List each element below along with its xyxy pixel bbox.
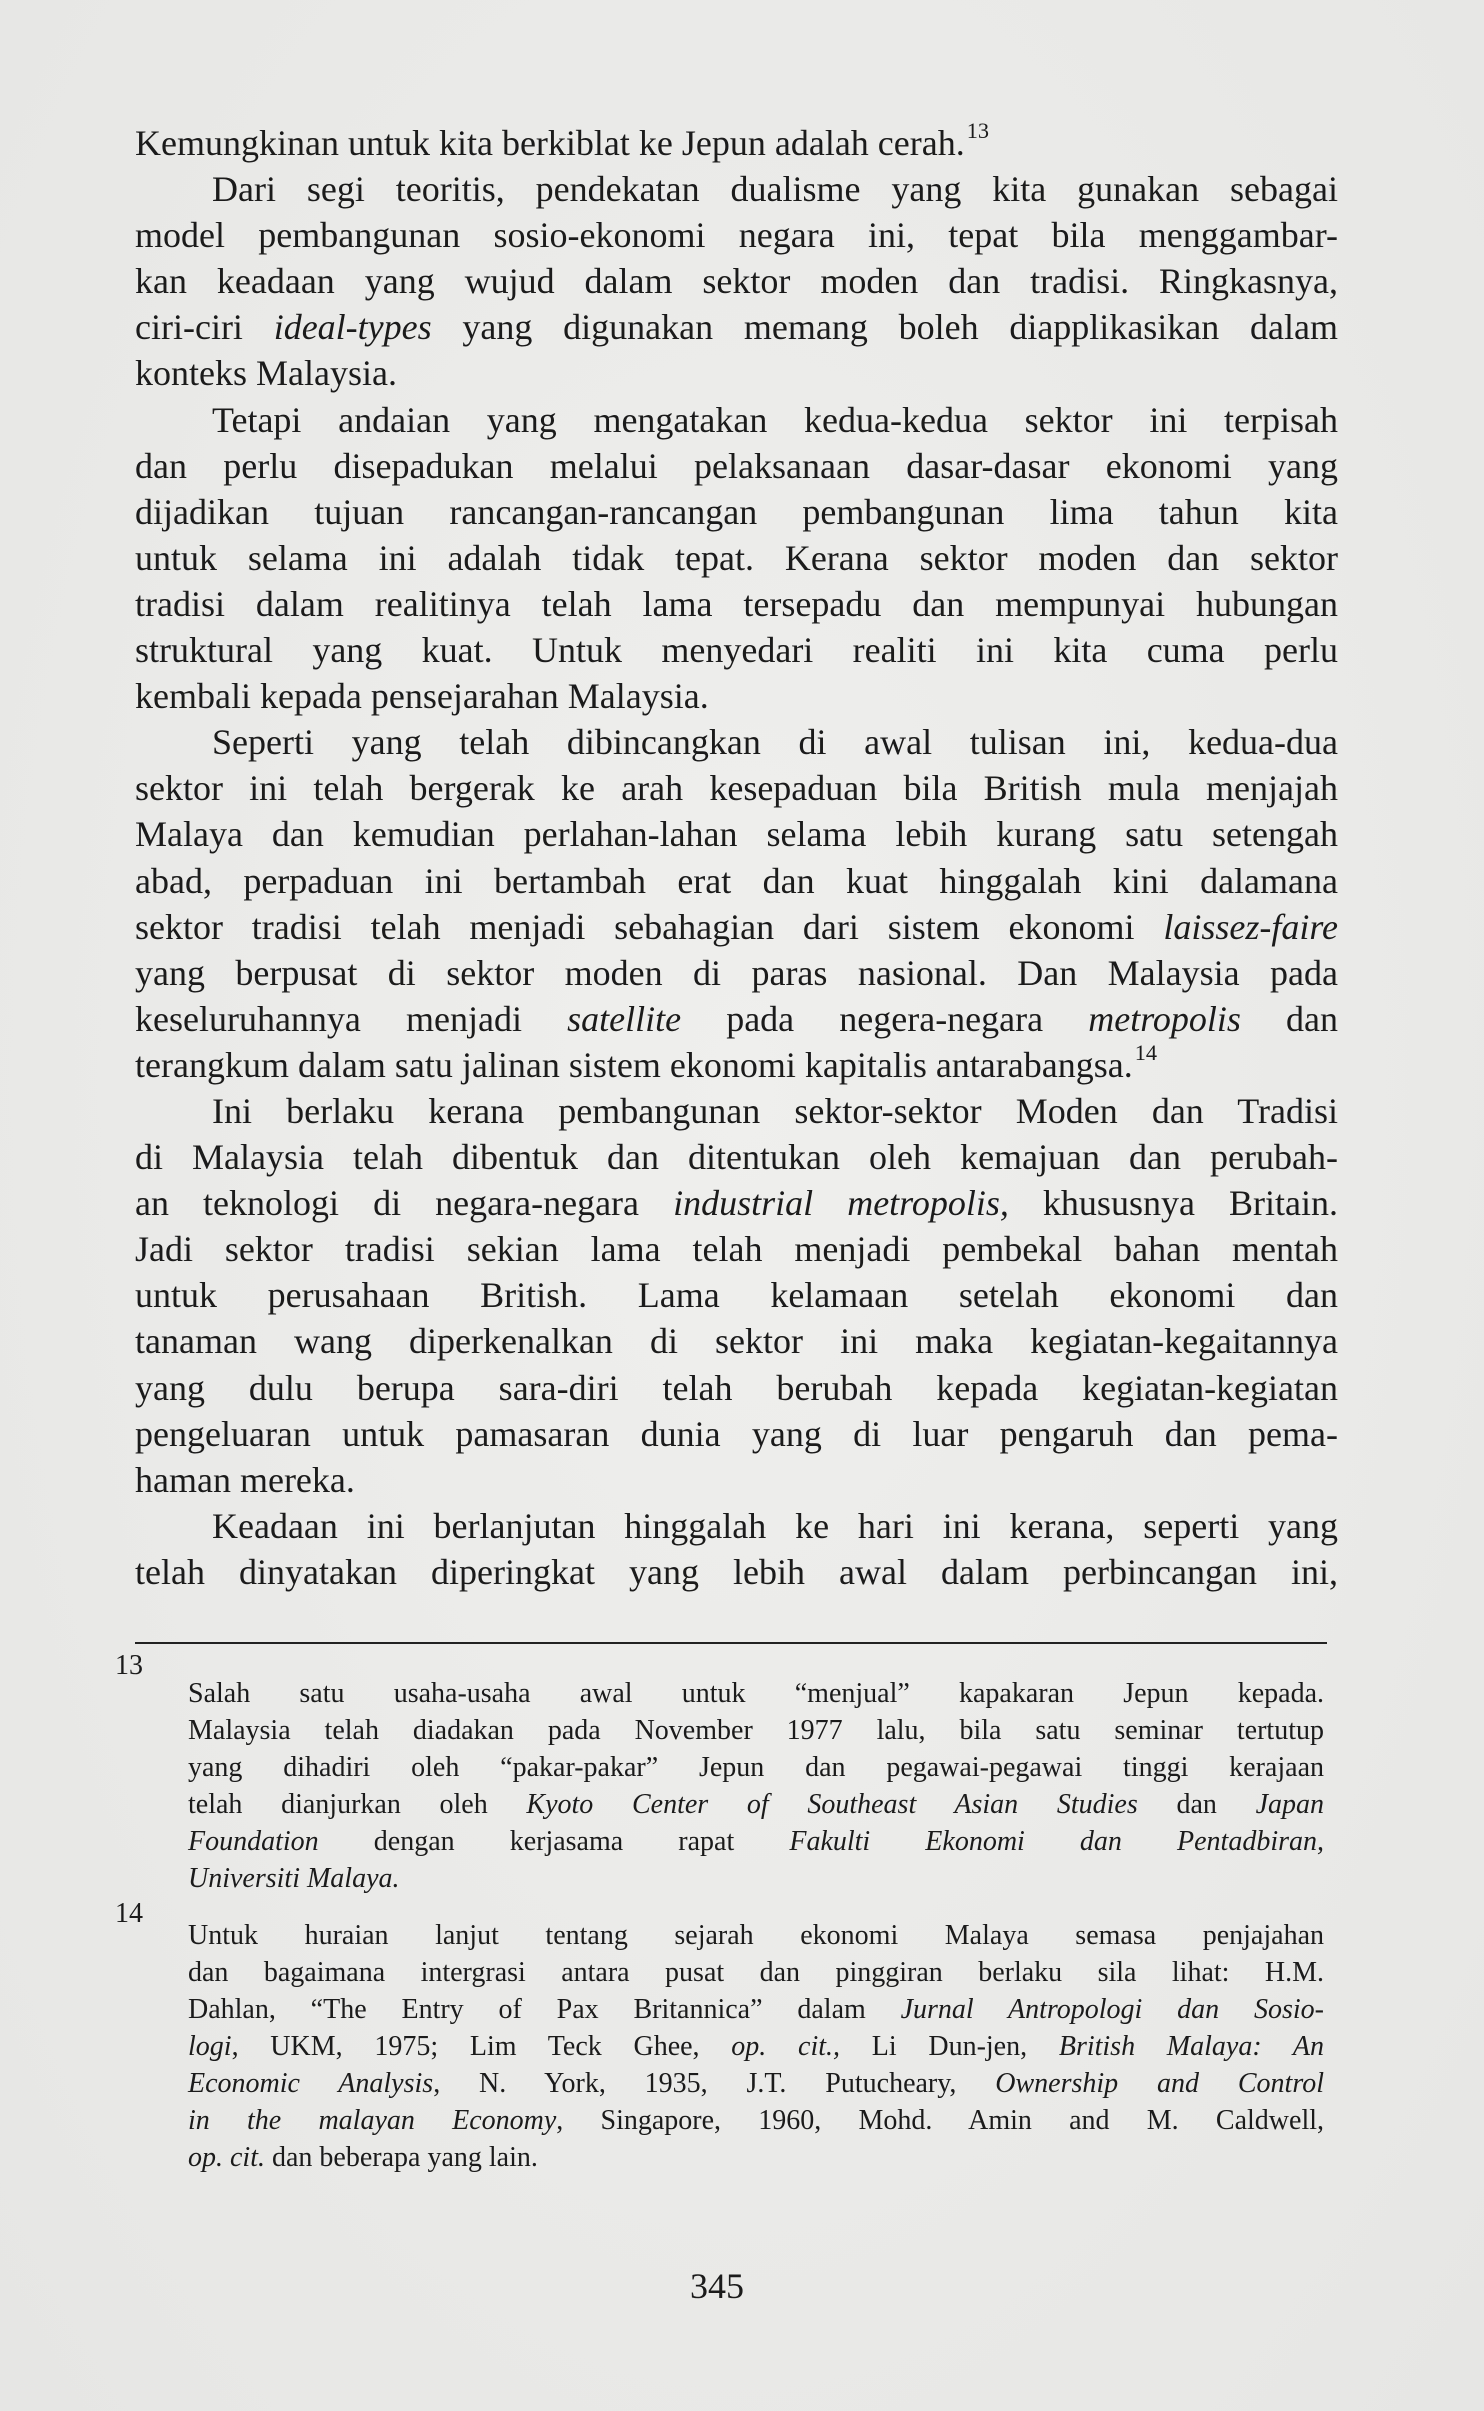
italic-text: Foundation: [188, 1826, 319, 1857]
text-line: Foundation dengan kerjasama rapat Fakulti Ekonomi dan Pentadbiran,: [188, 1826, 1324, 1857]
text-line: an teknologi di negara-negara industrial metropolis, khususnya Britain.: [135, 1183, 1338, 1224]
italic-text: Economic Analysis: [188, 2068, 434, 2099]
text-line: Economic Analysis, N. York, 1935, J.T. Putucheary, Ownership and Control: [188, 2068, 1324, 2099]
text-line: kembali kepada pensejarahan Malaysia.: [135, 676, 709, 717]
text-line: yang dihadiri oleh “pakar-pakar” Jepun dan pegawai-pegawai tinggi kerajaan: [188, 1752, 1324, 1783]
text-line: model pembangunan sosio-ekonomi negara ini, tepat bila menggambar-: [135, 215, 1338, 256]
text-line: haman mereka.: [135, 1459, 355, 1500]
italic-text: Kyoto Center of Southeast Asian Studies: [526, 1789, 1138, 1820]
italic-text: in the malayan Economy: [188, 2105, 557, 2136]
text-line: Kemungkinan untuk kita berkiblat ke Jepun adalah cerah.$^{13}$: [135, 118, 990, 163]
text-line: Ini berlaku kerana pembangunan sektor-sektor Moden dan Tradisi: [212, 1090, 1338, 1131]
text-line: untuk selama ini adalah tidak tepat. Kerana sektor moden dan sektor: [135, 537, 1338, 578]
italic-text: metropolis: [1088, 998, 1241, 1039]
text-line: yang dulu berupa sara-diri telah berubah kepada kegiatan-kegiatan: [135, 1367, 1338, 1408]
text-line: op. cit. dan beberapa yang lain.: [188, 2142, 538, 2173]
text-line: telah dinyatakan diperingkat yang lebih awal dalam perbincangan ini,: [135, 1551, 1338, 1592]
text-line: telah dianjurkan oleh Kyoto Center of Southeast Asian Studies dan Japan: [188, 1789, 1324, 1820]
text-line: logi, UKM, 1975; Lim Teck Ghee, op. cit., Li Dun-jen, British Malaya: An: [188, 2031, 1324, 2062]
text-line: dan bagaimana intergrasi antara pusat dan pinggiran berlaku sila lihat: H.M.: [188, 1957, 1324, 1988]
italic-text: industrial metropolis,: [673, 1183, 1009, 1224]
text-line: dijadikan tujuan rancangan-rancangan pembangunan lima tahun kita: [135, 491, 1338, 532]
text-line: yang berpusat di sektor moden di paras nasional. Dan Malaysia pada: [135, 952, 1338, 993]
text-line: ciri-ciri ideal-types yang digunakan memang boleh diapplikasikan dalam: [135, 307, 1339, 348]
text-line: sektor ini telah bergerak ke arah kesepaduan bila British mula menjajah: [135, 768, 1338, 809]
text-line: keseluruhannya menjadi satellite pada negera-negara metropolis dan: [135, 998, 1338, 1039]
text-line: pengeluaran untuk pamasaran dunia yang di luar pengaruh dan pema-: [135, 1413, 1338, 1454]
footnote-divider: [135, 1642, 1327, 1644]
text-line: Tetapi andaian yang mengatakan kedua-kedua sektor ini terpisah: [212, 399, 1338, 440]
footnote-number: 14: [115, 1898, 143, 1929]
text-line: kan keadaan yang wujud dalam sektor moden dan tradisi. Ringkasnya,: [135, 261, 1338, 302]
text-line: Keadaan ini berlanjutan hinggalah ke hari ini kerana, seperti yang: [212, 1505, 1338, 1546]
italic-text: Universiti Malaya.: [188, 1863, 400, 1894]
italic-text: Japan: [1255, 1789, 1324, 1820]
text-line: tradisi dalam realitinya telah lama tersepadu dan mempunyai hubungan: [135, 583, 1338, 624]
text-line: di Malaysia telah dibentuk dan ditentukan oleh kemajuan dan perubah-: [135, 1137, 1338, 1178]
footnote-reference[interactable]: 13: [966, 118, 990, 144]
text-line: Dari segi teoritis, pendekatan dualisme yang kita gunakan sebagai: [212, 169, 1338, 210]
italic-text: op. cit.: [188, 2142, 265, 2173]
text-line: Seperti yang telah dibincangkan di awal tulisan ini, kedua-dua: [212, 722, 1338, 763]
italic-text: satellite: [567, 998, 682, 1039]
text-line: Malaya dan kemudian perlahan-lahan selama lebih kurang satu setengah: [135, 814, 1338, 855]
italic-text: Jurnal Antropologi dan Sosio-: [900, 1994, 1324, 2025]
text-line: konteks Malaysia.: [135, 353, 397, 394]
italic-text: British Malaya: An: [1058, 2031, 1324, 2062]
text-line: tanaman wang diperkenalkan di sektor ini maka kegiatan-kegaitannya: [135, 1321, 1338, 1362]
text-line: Untuk huraian lanjut tentang sejarah ekonomi Malaya semasa penjajahan: [188, 1920, 1324, 1951]
footnote-reference[interactable]: 14: [1134, 1040, 1158, 1066]
text-line: Jadi sektor tradisi sekian lama telah menjadi pembekal bahan mentah: [135, 1229, 1338, 1270]
text-line: sektor tradisi telah menjadi sebahagian dari sistem ekonomi laissez-faire: [135, 906, 1338, 947]
text-line: struktural yang kuat. Untuk menyedari realiti ini kita cuma perlu: [135, 630, 1338, 671]
italic-text: ideal-types: [273, 307, 432, 348]
page-number: 345: [690, 2266, 744, 2306]
italic-text: laissez-faire: [1163, 906, 1338, 947]
text-line: Malaysia telah diadakan pada November 1977 lalu, bila satu seminar tertutup: [188, 1715, 1324, 1746]
text-line: abad, perpaduan ini bertambah erat dan kuat hinggalah kini dalamana: [135, 860, 1338, 901]
text-line: dan perlu disepadukan melalui pelaksanaan dasar-dasar ekonomi yang: [135, 445, 1338, 486]
italic-text: logi: [188, 2031, 232, 2062]
text-line: Dahlan, “The Entry of Pax Britannica” dalam Jurnal Antropologi dan Sosio-: [188, 1994, 1324, 2025]
italic-text: Fakulti Ekonomi dan Pentadbiran,: [789, 1826, 1324, 1857]
text-line: terangkum dalam satu jalinan sistem ekonomi kapitalis antarabangsa.$^{14}$: [135, 1040, 1158, 1085]
text-line: untuk perusahaan British. Lama kelamaan setelah ekonomi dan: [135, 1275, 1338, 1316]
text-line: in the malayan Economy, Singapore, 1960, Mohd. Amin and M. Caldwell,: [188, 2105, 1325, 2136]
body-text: [135, 120, 1338, 1595]
footnote-text: [188, 1917, 1324, 2176]
text-line: [188, 1860, 1324, 1897]
italic-text: Ownership and Control: [995, 2068, 1324, 2099]
text-line: Salah satu usaha-usaha awal untuk “menjual” kapakaran Jepun kepada.: [188, 1678, 1324, 1709]
footnote-number: 13: [115, 1650, 143, 1681]
italic-text: op. cit.,: [731, 2031, 841, 2062]
footnote-text: [188, 1675, 1324, 1897]
